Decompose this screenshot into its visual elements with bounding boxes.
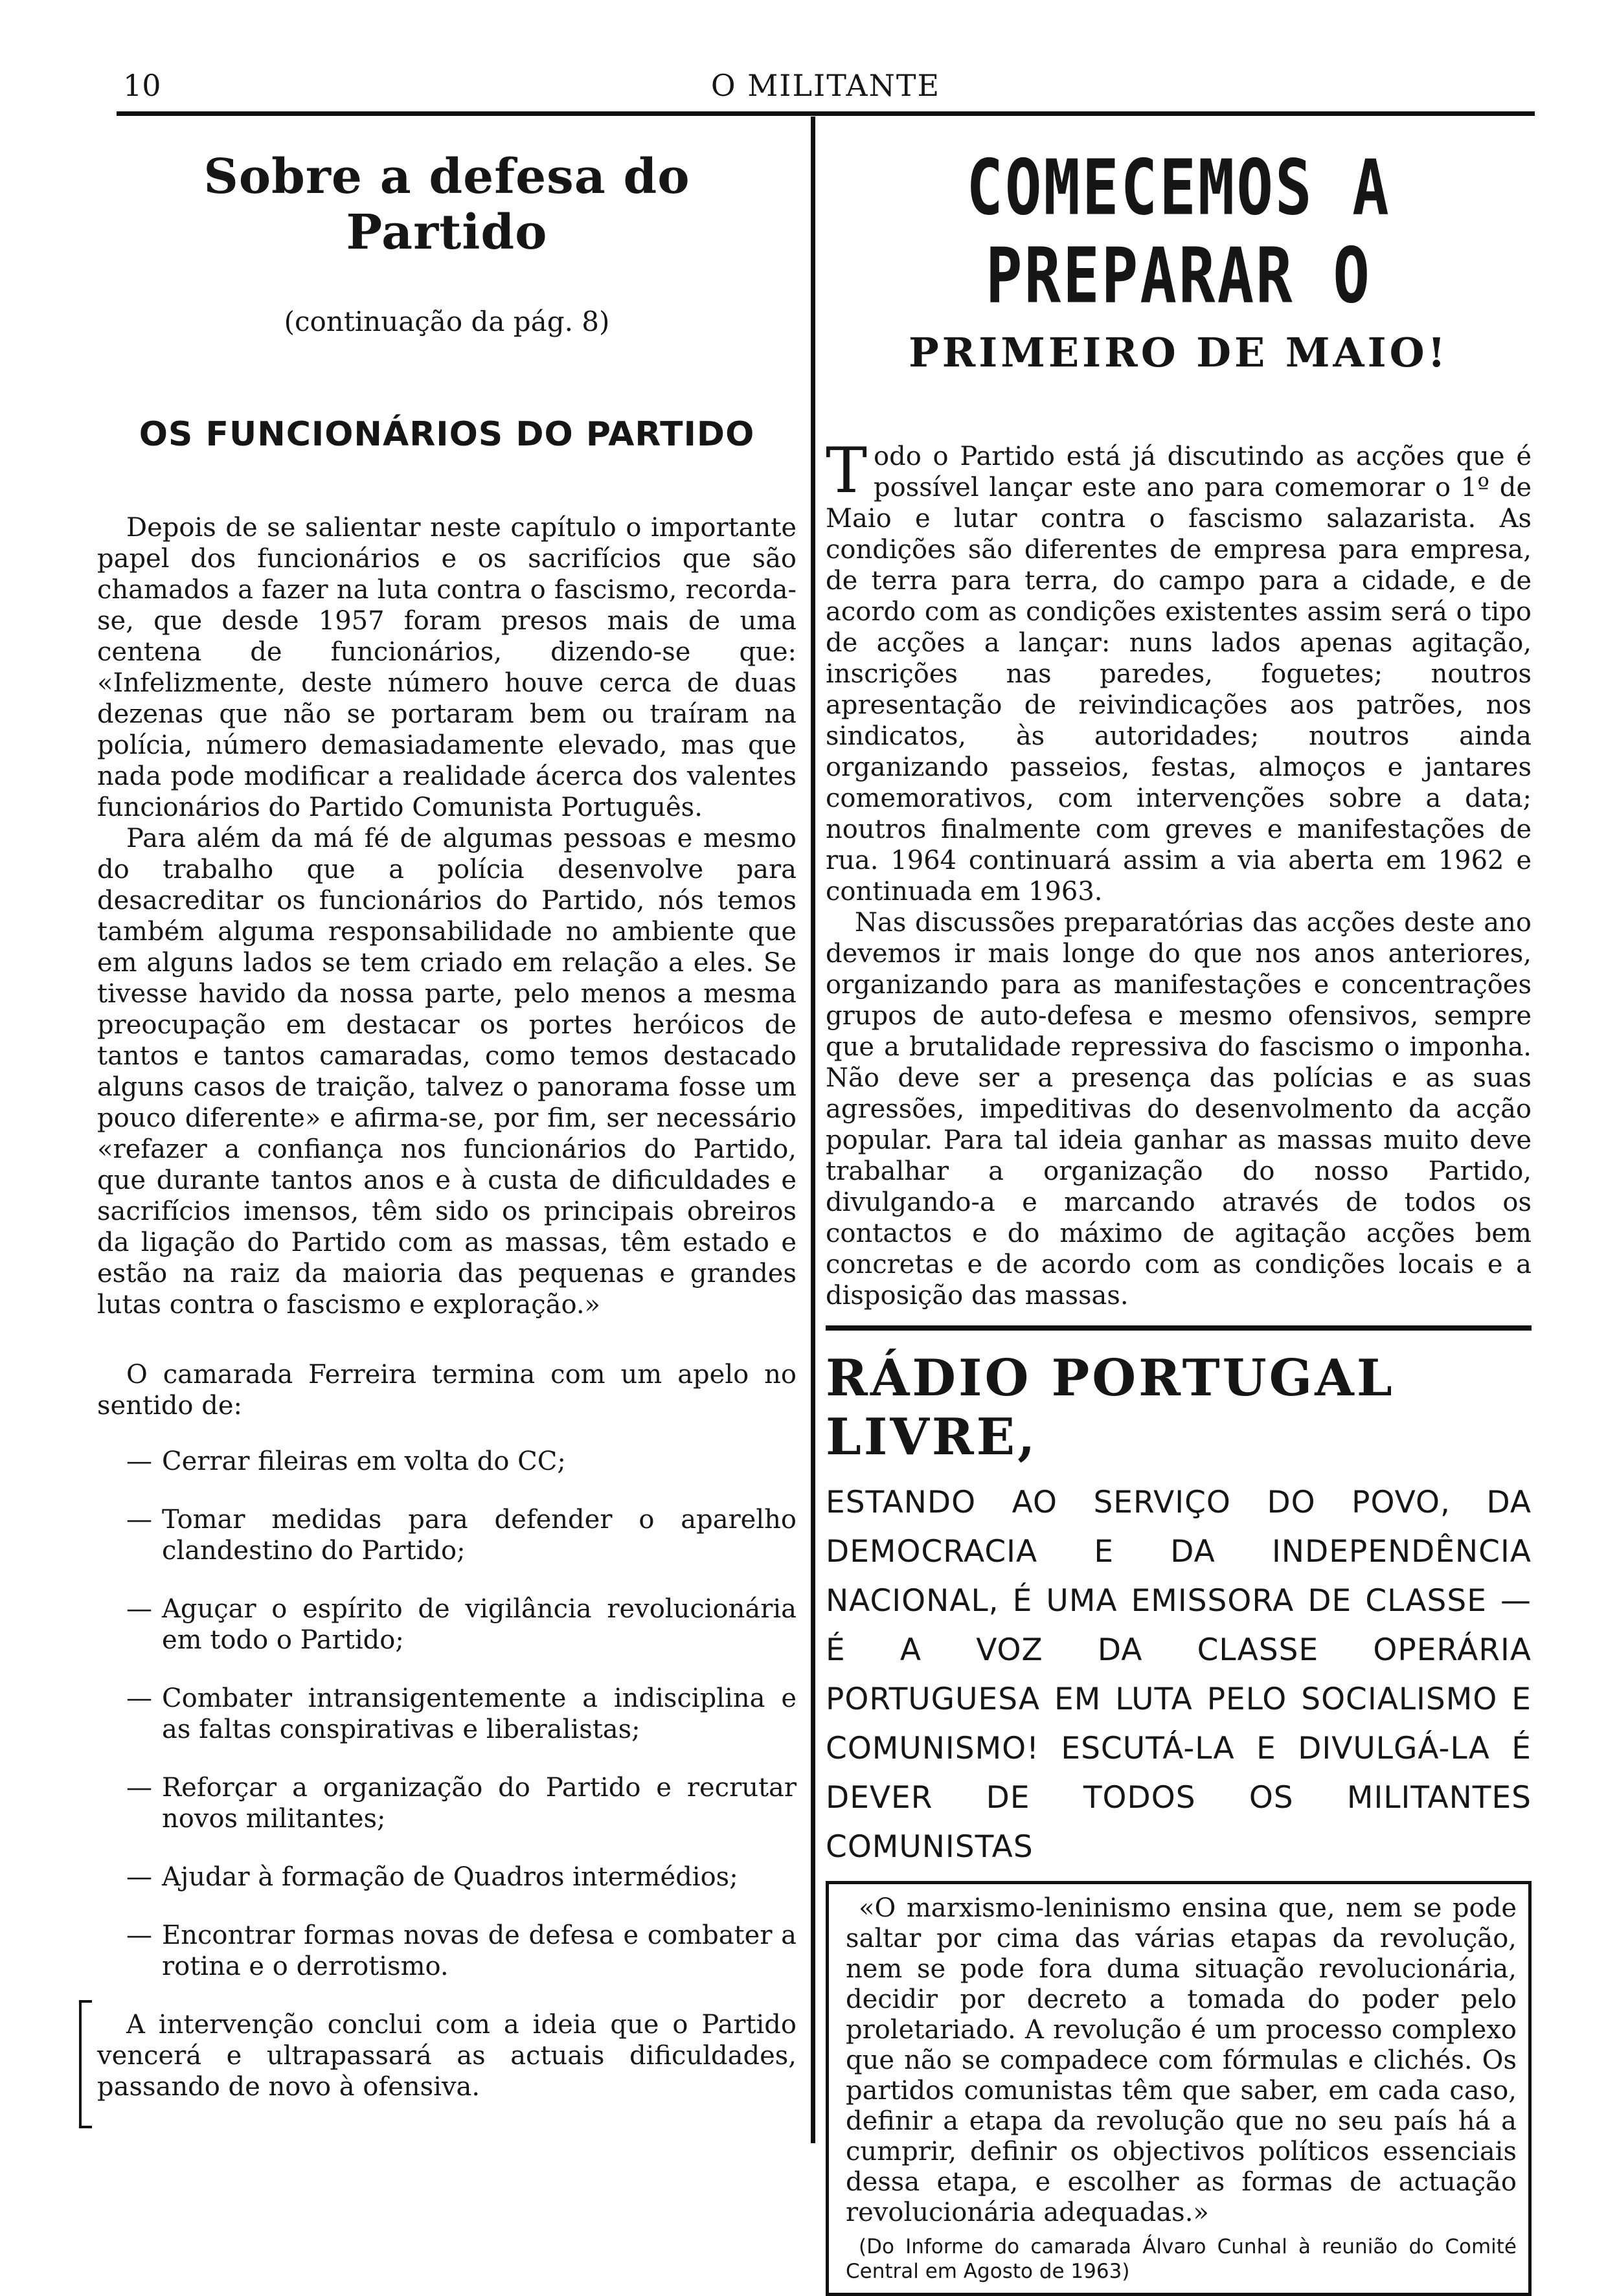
page-header (123, 68, 1528, 107)
continuation-note: (continuação da pág. 8) (284, 306, 610, 337)
section-rule (826, 1325, 1532, 1331)
quote-source: (Do Informe do camarada Álvaro Cunhal à reunião do Comité Central em Agosto de 1963) (846, 2235, 1517, 2283)
right-paragraph (826, 434, 1532, 907)
appeal-item-text: Reforçar a organização do Partido e recrutar novos militantes; (162, 1773, 797, 1834)
section-heading: OS FUNCIONÁRIOS DO PARTIDO (139, 415, 755, 454)
drop-cap: T (826, 434, 868, 507)
appeal-item (97, 1920, 797, 1982)
appeal-item-text: Combater intransigentemente a indisciplina e as faltas conspirativas e liberalistas; (162, 1683, 797, 1744)
dash: — (126, 1773, 152, 1803)
left-paragraph: Depois de se salientar neste capítulo o importante papel dos funcionários e os sacrifícios que são chamados a fazer na luta contra o fascismo, recorda-se, que desde 1957 foram presos mais de uma centena de funcionários, dizendo-se que: «Infelizmente, deste número houve cerca de duas dezenas que não se portaram bem ou traíram na polícia, número demasiadamente elevado, mas que nada pode modificar a realidade ácerca dos valentes funcionários do Partido Comunista Português. (97, 513, 797, 822)
quote-box (826, 1881, 1532, 2296)
left-article-title: Sobre a defesa do Partido (203, 149, 690, 260)
appeal-item (97, 1683, 797, 1745)
appeal-item (97, 1772, 797, 1834)
dash: — (126, 1594, 152, 1624)
left-paragraph: Para além da má fé de algumas pessoas e mesmo do trabalho que a polícia desenvolve para desacreditar os funcionários do Partido, nós temos também alguma responsabilidade no ambiente que em alguns lados se tem criado em relação a eles. Se tivesse havido da nossa parte, pelo menos a mesma preocupação em destacar os portes heróicos de tantos e tantos camaradas, como temos destacado alguns casos de traição, talvez o panorama fosse um pouco diferente» e afirma-se, por fim, ser necessário «refazer a confiança nos funcionários do Partido, que durante tantos anos e à custa de dificuldades e sacrifícios imensos, têm sido os principais obreiros da ligação do Partido com as massas, têm estado e estão na raiz da maioria das pequenas e grandes lutas contra o fascismo e exploração.» (97, 824, 797, 1320)
dash: — (126, 1446, 152, 1476)
radio-title: RÁDIO PORTUGAL LIVRE, (826, 1349, 1395, 1467)
appeal-item-text: Encontrar formas novas de defesa e combater a rotina e o derrotismo. (162, 1920, 797, 1981)
appeal-item (97, 1862, 797, 1893)
left-column (97, 149, 797, 2102)
right-article-subtitle: PRIMEIRO DE MAIO! (909, 329, 1449, 376)
appeal-item-text: Cerrar fileiras em volta do CC; (162, 1446, 566, 1476)
appeal-item-text: Ajudar à formação de Quadros intermédios; (162, 1862, 738, 1892)
publication-title: O MILITANTE (710, 68, 941, 103)
right-article-title: COMECEMOS A PREPARAR O (966, 144, 1391, 321)
dash: — (126, 1862, 152, 1892)
header-rule (117, 111, 1535, 116)
conclusion-paragraph: A intervenção conclui com a ideia que o Partido vencerá e ultrapassará as actuais dificuldades, passando de novo à ofensiva. (97, 2010, 797, 2102)
column-divider (811, 117, 815, 2143)
quote-text: «O marxismo-leninismo ensina que, nem se pode saltar por cima das várias etapas da revolução, nem se pode fora duma situação revolucionária, decidir por decreto a tomada do poder pelo proletariado. A revolução é um processo complexo que não se compadece com fórmulas e clichés. Os partidos comunistas têm que saber, em cada caso, definir a etapa da revolução que no seu país há a cumprir, definir os objectivos políticos essenciais dessa etapa, e escolher as formas de actuação revolucionária adequadas.» (846, 1893, 1517, 2227)
appeal-item (97, 1593, 797, 1656)
dash: — (126, 1683, 152, 1713)
appeal-list (97, 1446, 797, 1982)
appeal-item (97, 1446, 797, 1477)
right-paragraph-text: odo o Partido está já discutindo as acções que é possível lançar este ano para comemorar o 1º de Maio e lutar contra o fascismo salazarista. As condições são diferentes de empresa para empresa, de terra para terra, do campo para a cidade, e de acordo com as condições existentes assim será o tipo de acções a lançar: nuns lados apenas agitação, inscrições nas paredes, foguetes; noutros apresentação de reivindicações aos patrões, nos sindicatos, às autoridades; noutros ainda organizando passeios, festas, almoços e jantares comemorativos, com intervenções sobre a data; noutros finalmente com greves e manifestações de rua. 1964 continuará assim a via aberta em 1962 e continuada em 1963. (826, 442, 1532, 906)
radio-text: ESTANDO AO SERVIÇO DO POVO, DA DEMOCRACIA E DA INDEPENDÊNCIA NACIONAL, É UMA EMISSORA DE CLASSE — É A VOZ DA CLASSE OPERÁRIA PORTUGUESA EM LUTA PELO SOCIALISMO E COMUNISMO! ESCUTÁ-LA E DIVULGÁ-LA É DEVER DE TODOS OS MILITANTES COMUNISTAS (826, 1485, 1532, 1865)
dash: — (126, 1505, 152, 1535)
right-paragraph: Nas discussões preparatórias das acções deste ano devemos ir mais longe do que nos anos anteriores, organizando para as manifestações e concentrações grupos de auto-defesa e mesmo ofensivos, sempre que a brutalidade repressiva do fascismo o imponha. Não deve ser a presença das polícias e as suas agressões, impeditivas do desenvolmento da acção popular. Para tal ideia ganhar as massas muito deve trabalhar a organização do nosso Partido, divulgando-a e marcando através de todos os contactos e do máximo de agitação acções bem concretas e de acordo com as condições locais e a disposição das massas. (826, 908, 1532, 1311)
bracket-mark (79, 2000, 92, 2128)
page-number: 10 (123, 68, 161, 103)
appeal-item (97, 1504, 797, 1566)
appeal-item-text: Tomar medidas para defender o aparelho clandestino do Partido; (162, 1505, 797, 1566)
conclusion-block (97, 2009, 797, 2102)
dash: — (126, 1920, 152, 1950)
appeal-intro: O camarada Ferreira termina com um apelo no sentido de: (97, 1360, 797, 1421)
right-column (826, 144, 1532, 2296)
appeal-item-text: Aguçar o espírito de vigilância revolucionária em todo o Partido; (162, 1594, 797, 1655)
